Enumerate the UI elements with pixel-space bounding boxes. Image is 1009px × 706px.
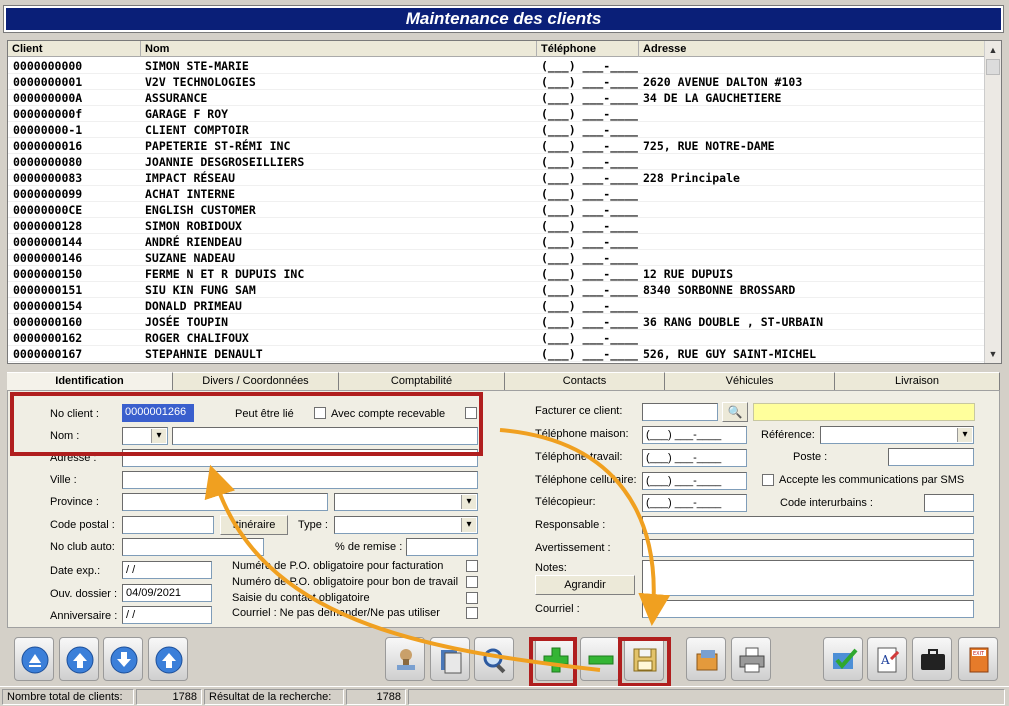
cell-telephone: (___) ___-____	[541, 331, 638, 345]
cell-telephone: (___) ___-____	[541, 91, 638, 105]
result-value: 1788	[346, 689, 406, 705]
no-club-label: No club auto:	[50, 541, 115, 553]
cell-telephone: (___) ___-____	[541, 123, 638, 137]
cell-nom: ANDRÉ RIENDEAU	[145, 235, 242, 249]
code-postal-label: Code postal :	[50, 519, 115, 531]
cell-telephone: (___) ___-____	[541, 315, 638, 329]
tab-vehicules[interactable]: Véhicules	[665, 372, 835, 390]
status-bar	[0, 686, 1009, 706]
poste-label: Poste :	[793, 451, 828, 463]
remise-label: % de remise :	[335, 541, 403, 553]
date-exp-label: Date exp.:	[50, 565, 101, 577]
tab-divers-coordonnees[interactable]: Divers / Coordonnées	[173, 372, 339, 390]
cell-telephone: (___) ___-____	[541, 203, 638, 217]
scroll-up-icon[interactable]: ▲	[988, 45, 998, 55]
telecopieur-label: Télécopieur:	[535, 496, 596, 508]
ouv-dossier-field[interactable]: 04/09/2021	[122, 584, 212, 602]
cell-client: 0000000001	[13, 75, 83, 89]
responsable-label: Responsable :	[535, 519, 606, 531]
cell-nom: SIMON ROBIDOUX	[145, 219, 242, 233]
cell-nom: V2V TECHNOLOGIES	[145, 75, 256, 89]
cell-adresse: 34 DE LA GAUCHETIERE	[643, 91, 782, 105]
telecopieur-field[interactable]: (___) ___-____	[642, 494, 747, 512]
cell-nom: FERME N ET R DUPUIS INC	[145, 267, 305, 281]
arrow-to-courriel	[500, 430, 654, 610]
date-exp-field[interactable]: / /	[122, 561, 212, 579]
result-label: Résultat de la recherche:	[204, 689, 344, 705]
cell-nom: ROGER CHALIFOUX	[145, 331, 249, 345]
cell-nom: ENGLISH CUSTOMER	[145, 203, 256, 217]
cell-telephone: (___) ___-____	[541, 107, 638, 121]
total-label: Nombre total de clients:	[2, 689, 134, 705]
col-header-adresse[interactable]: Adresse	[643, 43, 687, 55]
cell-nom: PAPETERIE ST-RÉMI INC	[145, 139, 291, 153]
arrow-to-ville	[215, 480, 600, 670]
svg-text:A: A	[881, 653, 890, 667]
cell-nom: JOSÉE TOUPIN	[145, 315, 229, 329]
cell-client: 0000000083	[13, 171, 83, 185]
col-header-nom[interactable]: Nom	[141, 41, 537, 57]
tel-maison-field[interactable]: (___) ___-____	[642, 426, 747, 444]
adresse-label: Adresse :	[50, 452, 97, 464]
cell-client: 0000000154	[13, 299, 83, 313]
cell-nom: GARAGE F ROY	[145, 107, 229, 121]
cell-adresse: 228 Principale	[643, 171, 740, 185]
scroll-down-icon[interactable]: ▼	[988, 349, 998, 359]
cell-telephone: (___) ___-____	[541, 75, 638, 89]
cell-client: 0000000080	[13, 155, 83, 169]
cell-client: 0000000167	[13, 347, 83, 361]
tab-livraison[interactable]: Livraison	[835, 372, 1000, 390]
cell-telephone: (___) ___-____	[541, 155, 638, 169]
ouv-dossier-label: Ouv. dossier :	[50, 588, 118, 600]
cell-client: 0000000128	[13, 219, 83, 233]
tel-cellulaire-field[interactable]: (___) ___-____	[642, 472, 747, 490]
cell-client: 0000000160	[13, 315, 83, 329]
cell-nom: SUZANE NADEAU	[145, 251, 236, 265]
no-client-label: No client :	[50, 408, 99, 420]
cell-nom: SIU KIN FUNG SAM	[145, 283, 256, 297]
cell-nom: STEPAHNIE DENAULT	[145, 347, 263, 361]
cell-telephone: (___) ___-____	[541, 219, 638, 233]
svg-text:EXIT: EXIT	[973, 651, 985, 657]
peut-etre-lie-label: Peut être lié	[235, 408, 294, 420]
status-empty	[408, 689, 1005, 705]
cell-telephone: (___) ___-____	[541, 299, 638, 313]
cell-telephone: (___) ___-____	[541, 59, 638, 73]
cell-adresse: 8340 SORBONNE BROSSARD	[643, 283, 796, 297]
col-header-client[interactable]: Client	[8, 41, 141, 57]
tel-travail-field[interactable]: (___) ___-____	[642, 449, 747, 467]
ville-label: Ville :	[50, 474, 77, 486]
avertissement-label: Avertissement :	[535, 542, 611, 554]
cell-telephone: (___) ___-____	[541, 171, 638, 185]
cell-nom: DONALD PRIMEAU	[145, 299, 242, 313]
cell-client: 0000000150	[13, 267, 83, 281]
cell-adresse: 2620 AVENUE DALTON #103	[643, 75, 803, 89]
cell-telephone: (___) ___-____	[541, 187, 638, 201]
po-travail-label: Numéro de P.O. obligatoire pour bon de travail	[232, 576, 459, 588]
cell-client: 0000000162	[13, 331, 83, 345]
cell-nom: IMPACT RÉSEAU	[145, 171, 236, 185]
cell-client: 000000000A	[13, 91, 83, 105]
cell-client: 000000000f	[13, 107, 83, 121]
cell-nom: CLIENT COMPTOIR	[145, 123, 249, 137]
cell-nom: ASSURANCE	[145, 91, 208, 105]
sms-label: Accepte les communications par SMS	[779, 474, 965, 486]
cell-client: 0000000146	[13, 251, 83, 265]
reference-label: Référence:	[761, 429, 815, 441]
cell-client: 0000000099	[13, 187, 83, 201]
province-label: Province :	[50, 496, 99, 508]
cell-telephone: (___) ___-____	[541, 283, 638, 297]
nom-label: Nom :	[50, 430, 80, 442]
facturer-label: Facturer ce client:	[535, 405, 623, 417]
cell-adresse: 526, RUE GUY SAINT-MICHEL	[643, 347, 817, 361]
cell-client: 0000000151	[13, 283, 83, 297]
tab-comptabilite[interactable]: Comptabilité	[339, 372, 505, 390]
cell-telephone: (___) ___-____	[541, 235, 638, 249]
courriel-ne-pas-label: Courriel : Ne pas demander/Ne pas utiliser	[232, 607, 440, 619]
tab-identification[interactable]: Identification	[7, 372, 173, 390]
cell-adresse: 12 RUE DUPUIS	[643, 267, 734, 281]
agrandir-button[interactable]: Agrandir	[535, 575, 635, 595]
tab-contacts[interactable]: Contacts	[505, 372, 665, 390]
po-facturation-label: Numéro de P.O. obligatoire pour facturation	[232, 560, 444, 572]
cell-nom: SIMON STE-MARIE	[145, 59, 249, 73]
code-interurbains-label: Code interurbains :	[780, 497, 873, 509]
cell-telephone: (___) ___-____	[541, 139, 638, 153]
tel-travail-label: Téléphone travail:	[535, 451, 623, 463]
saisie-contact-label: Saisie du contact obligatoire	[232, 592, 370, 604]
type-label: Type :	[298, 519, 328, 531]
cell-client: 0000000144	[13, 235, 83, 249]
itineraire-button[interactable]: Itinéraire	[220, 515, 288, 535]
cell-adresse: 36 RANG DOUBLE , ST-URBAIN	[643, 315, 824, 329]
no-client-field[interactable]: 0000001266	[122, 404, 194, 422]
col-header-telephone[interactable]: Téléphone	[537, 41, 639, 57]
cell-telephone: (___) ___-____	[541, 251, 638, 265]
tel-maison-label: Téléphone maison:	[535, 428, 629, 440]
cell-nom: ACHAT INTERNE	[145, 187, 236, 201]
search-icon: 🔍	[727, 405, 743, 419]
cell-telephone: (___) ___-____	[541, 347, 638, 361]
anniversaire-field[interactable]: / /	[122, 606, 212, 624]
avec-compte-label: Avec compte recevable	[331, 408, 446, 420]
total-value: 1788	[136, 689, 202, 705]
courriel-label: Courriel :	[535, 603, 580, 615]
cell-nom: JOANNIE DESGROSEILLIERS	[145, 155, 305, 169]
tel-cellulaire-label: Téléphone cellulaire:	[535, 474, 637, 486]
cell-adresse: 725, RUE NOTRE-DAME	[643, 139, 775, 153]
cell-client: 0000000016	[13, 139, 83, 153]
anniversaire-label: Anniversaire :	[50, 610, 118, 622]
window-title: Maintenance des clients	[4, 6, 1003, 32]
cell-client: 00000000-1	[13, 123, 83, 137]
notes-label: Notes:	[535, 562, 567, 574]
cell-client: 00000000CE	[13, 203, 83, 217]
cell-client: 0000000000	[13, 59, 83, 73]
cell-telephone: (___) ___-____	[541, 267, 638, 281]
